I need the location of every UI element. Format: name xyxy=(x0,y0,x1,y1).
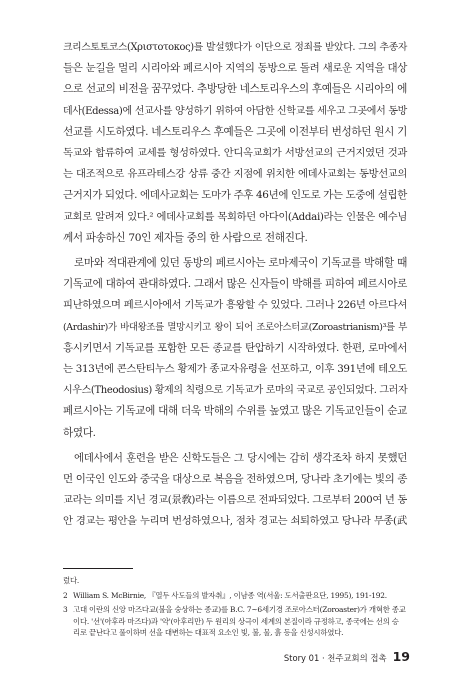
text-line: 피난하였으며 페르시아에서 기독교가 흥왕할 수 있었다. 그러나 226년 아르다셔 xyxy=(63,299,407,312)
text-line: 는 대조적으로 유프라테스강 상류 중간 지점에 위치한 에데사교회는 동방선교의 xyxy=(63,168,407,181)
footnote-line: 리로 끝난다고 풀이하며 선을 대변하는 대표적 요소인 빛, 불, 물, 흙 등을 신성시하였다. xyxy=(73,628,344,638)
text-line: 는 313년에 콘스탄티누스 황제가 종교자유령을 선포하고, 이후 391년에 테오도 xyxy=(63,363,407,376)
footnote-line: 이다. '선'(아후라 마즈다)과 '악'(아후리만) 두 원리의 상극이 세계의 본질이라 규정하고, 종국에는 선의 승 xyxy=(73,616,399,626)
text-line: 독교와 합류하여 교세를 형성하였다. 안디옥교회가 서방선교의 근거지였던 것과 xyxy=(63,147,407,160)
text-line: 들은 눈길을 멀리 시리아와 페르시아 지역의 동방으로 돌려 새로운 지역을 대상 xyxy=(63,62,407,75)
footnote-line: William S. McBirnie, 『열두 사도들의 발자취』, 이남종 역(서울: 도서출판요단, 1995), 191-192. xyxy=(73,590,387,600)
text-line: 하였다. xyxy=(63,426,96,439)
page-number: 19 xyxy=(392,649,410,664)
paragraph-1 xyxy=(63,37,407,249)
text-line: 크리스토토코스(Χριστοτοκος)를 발설했다가 이단으로 정죄를 받았다. 그의 추종자 xyxy=(63,42,407,53)
text-line: 교회로 알려져 있다.² 에데사교회를 목회하던 아다이(Addai)라는 인물은 예수님 xyxy=(63,210,407,223)
text-line: 시우스(Theodosius) 황제의 칙령으로 기독교가 로마의 국교로 공인되었다. 그러자 xyxy=(63,385,408,397)
text-line: 으로 선교의 비전을 꿈꾸었다. 추방당한 네스토리우스의 후예들은 시리아의 에 xyxy=(63,83,407,96)
text-line: 근거지가 되었다. 에데사교회는 도마가 주후 46년에 인도로 가는 도중에 설립한 xyxy=(63,189,407,202)
footnote-number: 2 xyxy=(63,590,68,600)
footnote-2 xyxy=(63,590,407,602)
footnote-number: 3 xyxy=(63,605,68,615)
footnote-line: 렀다. xyxy=(63,576,80,585)
text-line: (Ardashir)가 바대왕조를 멸망시키고 왕이 되어 조로아스터교(Zoroastrianism)³를 부 xyxy=(63,321,407,333)
text-line: 선교를 시도하였다. 네스토리우스 후예들은 그곳에 이전부터 번성하던 원시 기 xyxy=(63,125,407,138)
paragraph-2 xyxy=(63,253,407,444)
footnote-line: 고대 이란의 신앙 마즈다교(불을 숭상하는 종교)를 B.C. 7~6세기경 조로아스터(Zoroaster)가 개혁한 종교 xyxy=(73,605,406,615)
text-line: 에데사에서 훈련을 받은 신학도들은 그 당시에는 감히 생각조차 하지 못했던 xyxy=(74,451,407,464)
footnote-divider xyxy=(63,568,133,569)
page-footer xyxy=(284,649,410,664)
footnote-continuation xyxy=(63,575,407,587)
text-line: 데사(Edessa)에 선교사를 양성하기 위하여 아담한 신학교를 세우고 그곳에서 동방 xyxy=(63,105,407,117)
text-line: 흥시키면서 기독교를 포함한 모든 종교를 탄압하기 시작하였다. 한편, 로마에서 xyxy=(63,341,407,354)
text-line: 먼 이국인 인도와 중국을 대상으로 복음을 전하였으며, 당나라 초기에는 빛의 종 xyxy=(63,473,408,486)
text-line: 께서 파송하신 70인 제자들 중의 한 사람으로 전해진다. xyxy=(63,231,308,244)
text-line: 안 경교는 평안을 누리며 번성하였으나, 점차 경교는 쇠퇴하였고 당나라 무종(武 xyxy=(63,515,407,528)
text-line: 페르시아는 기독교에 대해 더욱 박해의 수위를 높였고 많은 기독교인들이 순교 xyxy=(63,405,407,418)
text-line: 로마와 적대관계에 있던 동방의 페르시아는 로마제국이 기독교를 박해할 때 xyxy=(74,257,407,270)
paragraph-3 xyxy=(63,448,407,533)
text-line: 기독교에 대하여 관대하였다. 그래서 많은 신자들이 박해를 피하여 페르시아로 xyxy=(63,278,407,291)
text-line: 교라는 의미를 지닌 경교(景敎)라는 이름으로 전파되었다. 그로부터 200여 년 동 xyxy=(63,494,407,507)
footnotes xyxy=(63,575,407,642)
footnote-3 xyxy=(63,604,407,639)
running-head: Story 01 · 천주교회의 접촉 xyxy=(283,653,387,663)
body-text xyxy=(63,37,407,537)
